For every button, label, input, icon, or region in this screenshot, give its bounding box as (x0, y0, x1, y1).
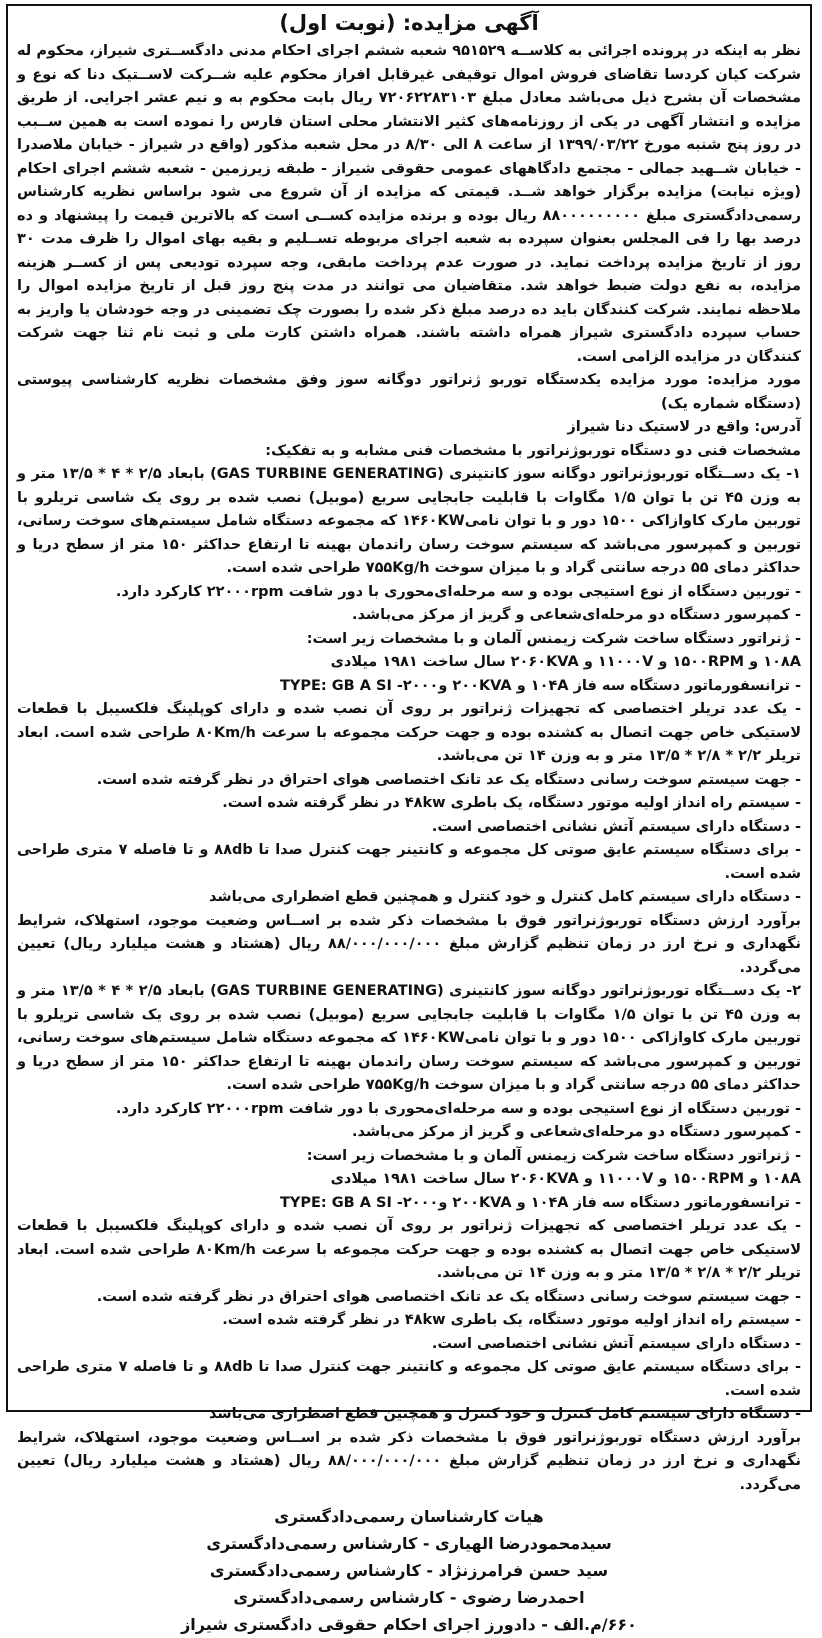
intro-paragraph: نظر به اینکه در پرونده اجرائی به کلاســه ۹۵۱۵۲۹ شعبه ششم اجرای احکام مدنی دادگســتری شیراز، محکوم له شرکت کیان کردسا تقاضای فروش اموال توقیفی غیرقابل افراز محکوم علیه شــرکت لاســتیک دنا که نوع و مشخصات آن بشرح ذیل می‌باشد معادل مبلغ ۷۲۰۶۲۲۸۳۱۰۳ ریال بابت محکوم به و نیم عشر اجرایی. از طریق مزایده و انتشار آگهی در یکی از روزنامه‌های کثیر الانتشار محلی استان فارس را نموده است به همین ســبب در روز پنج شنبه مورخ ۱۳۹۹/۰۳/۲۲ از ساعت ۸ الی ۸/۳۰ در محل شعبه مذکور (واقع در شیراز - خیابان ملاصدرا - خیابان شــهید جمالی - مجتمع دادگاههای عمومی حقوقی شیراز - طبقه زیرزمین - شعبه ششم اجرای احکام (ویژه نیابت) مزایده برگزار خواهد شــد. قیمتی که مزایده از آن شروع می شود براساس نظریه کارشناس رسمی‌دادگستری مبلغ ۸۸۰۰۰۰۰۰۰۰۰ ریال بوده و برنده مزایده کســی است که بالاترین قیمت را پیشنهاد و ده درصد بها را فی المجلس بعنوان سپرده به شعبه اجرای مربوطه تســلیم و بقیه بهای اموال را ظرف مدت ۳۰ روز از تاریخ مزایده پرداخت نماید. در صورت عدم پرداخت مابقی، وجه سپرده تودیعی پس از کســر هزینه مزایده، به نفع دولت ضبط خواهد شد. متقاضیان می توانند در مدت پنج روز قبل از تاریخ مزایده اموال را ملاحظه نمایند. شرکت کنندگان باید ده درصد مبلغ ذکر شده را بصورت چک تضمینی در وجه خودشان یا واریز به حساب سپرده دادگستری شیراز همراه داشته باشند. همراه داشتن کارت ملی و ثبت نام ثنا جهت شرکت کنندگان در مزایده الزامی است. (17, 43, 802, 365)
expert-signature: سیدمحمودرضا الهیاری - کارشناس رسمی‌دادگستری (206, 1534, 612, 1553)
unit-intro: ۱- یک دســتگاه توربوژنراتور دوگانه سوز کانتینری (GAS TURBINE GENERATING) بابعاد ۲/۵ * ۴ * ۱۳/۵ متر و به وزن ۴۵ تن با توان ۱/۵ مگاوات با قابلیت جابجایی سریع (موبیل) نصب شده بر روی یک شاسی تریلرو با توربین مارک کاوازاکی ۱۵۰۰ دور و با توان نامی۱۴۶۰KW که مجموعه دستگاه شامل سیستم‌های سوخت رسانی، توربین و کمپرسور می‌باشد که سیستم سوخت رسان راندمان بهینه تا ارتفاع حداکثر ۱۵۰ متر از سطح دریا و حداکثر دمای ۵۵ درجه سانتی گراد و با میزان سوخت ۷۵۵Kg/h طراحی شده است. (17, 466, 802, 576)
valuation: برآورد ارزش دستگاه توربوژنراتور فوق با مشخصات ذکر شده بر اســاس وضعیت موجود، استهلاک، شرایط نگهداری و نرخ ارز در زمان تنظیم گزارش مبلغ ۸۸/۰۰۰/۰۰۰/۰۰۰ ریال (هشتاد و هشت میلیارد ریال) تعیین می‌گردد. (17, 1429, 801, 1493)
spec-item: - توربین دستگاه از نوع استیجی بوده و سه مرحله‌ای‌محوری با دور شافت ۲۲۰۰۰rpm کارکرد دارد. (115, 1100, 801, 1117)
spec-item: ۱۰۸A و ۱۵۰۰RPM و ۱۱۰۰۰V و ۲۰۶۰KVA سال ساخت ۱۹۸۱ میلادی (330, 654, 801, 670)
spec-item: - یک عدد تریلر اختصاصی که تجهیزات ژنراتور بر روی آن نصب شده و دارای کوپلینگ فلکسیبل با قطعات لاستیکی خاص جهت اتصال به کشنده بوده و جهت حرکت مجموعه با سرعت ۸۰Km/h طراحی شده است. ابعاد تریلر ۲/۲ * ۲/۸ * ۱۳/۵ متر و به وزن ۱۴ تن می‌باشد. (17, 1218, 802, 1281)
footer-reference: ۶۶۰/م.الف - دادورز اجرای احکام حقوقی دادگستری شیراز (181, 1615, 637, 1634)
spec-item: - جهت سیستم سوخت رسانی دستگاه یک عد تانک اختصاصی هوای احتراق در نظر گرفته شده است. (96, 1288, 801, 1305)
notice-body (8, 6, 810, 1638)
spec-item: - کمپرسور دستگاه دو مرحله‌ای‌شعاعی و گریز از مرکز می‌باشد. (351, 607, 801, 623)
unit-intro: ۲- یک دســتگاه توربوژنراتور دوگانه سوز کانتینری (GAS TURBINE GENERATING) بابعاد ۲/۵ * ۴ * ۱۳/۵ متر و به وزن ۴۵ تن با توان ۱/۵ مگاوات با قابلیت جابجایی سریع (موبیل) نصب شده بر روی یک شاسی تریلرو با توربین مارک کاوازاکی ۱۵۰۰ دور و با توان نامی۱۴۶۰KW که مجموعه دستگاه شامل سیستم‌های سوخت رسانی، توربین و کمپرسور می‌باشد که سیستم سوخت رسان راندمان بهینه تا ارتفاع حداکثر ۱۵۰ متر از سطح دریا و حداکثر دمای ۵۵ درجه سانتی گراد و با میزان سوخت ۷۵۵Kg/h طراحی شده است. (17, 983, 802, 1093)
spec-item: - ترانسفورماتور دستگاه سه فاز ۱۰۴A و ۲۰۰KVA و۲۰۰۰- TYPE: GB A SI (279, 677, 801, 694)
spec-item: - کمپرسور دستگاه دو مرحله‌ای‌شعاعی و گریز از مرکز می‌باشد. (351, 1124, 801, 1140)
spec-item: - دستگاه دارای سیستم آتش نشانی اختصاصی است. (431, 818, 801, 835)
auction-subject: مورد مزایده: مورد مزایده یکدستگاه توربو ژنراتور دوگانه سوز وفق مشخصات نظریه کارشناسی پیوستی (دستگاه شماره یک) (17, 372, 801, 412)
spec-item: - دستگاه دارای سیستم کامل کنترل و خود کنترل و همچنین قطع اضطراری می‌باشد (208, 1406, 801, 1422)
valuation: برآورد ارزش دستگاه توربوژنراتور فوق با مشخصات ذکر شده بر اســاس وضعیت موجود، استهلاک، شرایط نگهداری و نرخ ارز در زمان تنظیم گزارش مبلغ ۸۸/۰۰۰/۰۰۰/۰۰۰ ریال (هشتاد و هشت میلیارد ریال) تعیین می‌گردد. (17, 912, 801, 976)
signature-block (17, 1503, 801, 1638)
spec-item: - توربین دستگاه از نوع استیجی بوده و سه مرحله‌ای‌محوری با دور شافت ۲۲۰۰۰rpm کارکرد دارد. (115, 583, 801, 600)
spec-item: - برای دستگاه سیستم عایق صوتی کل مجموعه و کانتینر جهت کنترل صدا تا ۸۸db و تا فاصله ۷ متری طراحی شده است. (17, 1359, 801, 1399)
specs-heading: مشخصات فنی دو دستگاه توربوژنراتور با مشخصات فنی مشابه و به تفکیک: (265, 442, 801, 459)
auction-notice (6, 4, 812, 1634)
unit-1 (17, 463, 801, 980)
spec-item: - سیستم راه انداز اولیه موتور دستگاه، یک باطری ۴۸kw در نظر گرفته شده است. (222, 795, 801, 811)
expert-board: هیات کارشناسان رسمی‌دادگستری (274, 1507, 544, 1526)
spec-item: - برای دستگاه سیستم عایق صوتی کل مجموعه و کانتینر جهت کنترل صدا تا ۸۸db و تا فاصله ۷ متری طراحی شده است. (17, 842, 801, 882)
auction-address: آدرس: واقع در لاستیک دنا شیراز (567, 419, 801, 435)
spec-item: ۱۰۸A و ۱۵۰۰RPM و ۱۱۰۰۰V و ۲۰۶۰KVA سال ساخت ۱۹۸۱ میلادی (330, 1171, 801, 1187)
spec-item: - دستگاه دارای سیستم آتش نشانی اختصاصی است. (431, 1335, 801, 1352)
unit-2 (17, 980, 801, 1497)
expert-signature: احمدرضا رضوی - کارشناس رسمی‌دادگستری (233, 1588, 585, 1607)
notice-title: آگهی مزایده: (نوبت اول) (279, 11, 539, 35)
spec-item: - سیستم راه انداز اولیه موتور دستگاه، یک باطری ۴۸kw در نظر گرفته شده است. (222, 1312, 801, 1328)
spec-item: - ژنراتور دستگاه ساخت شرکت زیمنس آلمان و با مشخصات زیر است: (306, 630, 801, 647)
spec-item: - جهت سیستم سوخت رسانی دستگاه یک عد تانک اختصاصی هوای احتراق در نظر گرفته شده است. (96, 771, 801, 788)
spec-item: - ژنراتور دستگاه ساخت شرکت زیمنس آلمان و با مشخصات زیر است: (306, 1147, 801, 1164)
expert-signature: سید حسن فرامرزنژاد - کارشناس رسمی‌دادگستری (209, 1561, 609, 1580)
spec-item: - یک عدد تریلر اختصاصی که تجهیزات ژنراتور بر روی آن نصب شده و دارای کوپلینگ فلکسیبل با قطعات لاستیکی خاص جهت اتصال به کشنده بوده و جهت حرکت مجموعه با سرعت ۸۰Km/h طراحی شده است. ابعاد تریلر ۲/۲ * ۲/۸ * ۱۳/۵ متر و به وزن ۱۴ تن می‌باشد. (17, 701, 802, 764)
spec-item: - ترانسفورماتور دستگاه سه فاز ۱۰۴A و ۲۰۰KVA و۲۰۰۰- TYPE: GB A SI (279, 1194, 801, 1211)
spec-item: - دستگاه دارای سیستم کامل کنترل و خود کنترل و همچنین قطع اضطراری می‌باشد (208, 889, 801, 905)
